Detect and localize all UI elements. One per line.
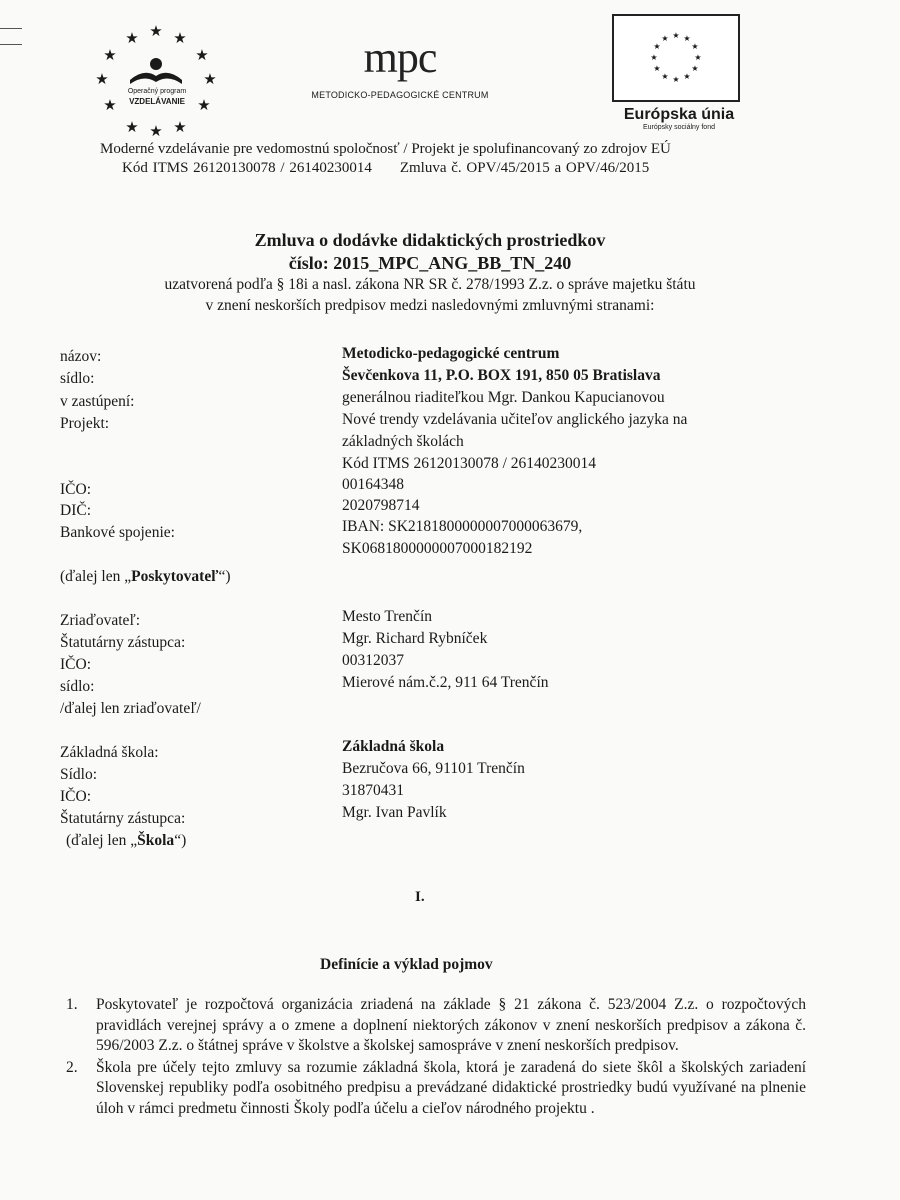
svg-text:★: ★ [650,53,658,62]
list-item [66,1058,806,1120]
section-title: Definície a výklad pojmov [320,956,493,973]
op-logo-graphic [92,18,222,138]
eu-flag-icon [612,14,740,102]
svg-text:★: ★ [672,31,680,40]
school-ico-label: IČO: [60,788,91,805]
eu-logo [612,14,746,134]
op-vzdelavanie-logo [92,18,222,138]
provider-represented-label: v zastúpení: [60,393,135,410]
contract-intro-line-1: uzatvorená podľa § 18i a nasl. zákona NR SR č. 278/1993 Z.z. o správe majetku štátu [164,276,696,293]
contract-title: Zmluva o dodávke didaktických prostriedkov [254,230,606,250]
provider-iban-1: IBAN: SK2181800000007000063679, [342,518,583,535]
funding-info [100,140,780,178]
svg-text:★: ★ [149,122,163,138]
founder-statutory-label: Štatutárny zástupca: [60,634,186,651]
school-ico: 31870431 [342,782,404,799]
svg-text:★: ★ [661,34,669,43]
contract-intro-line-2: v znení neskorších predpisov medzi nasledovnými zmluvnými stranami: [205,297,655,314]
provider-alias [60,568,231,586]
svg-text:★: ★ [653,42,661,51]
svg-text:★: ★ [195,46,209,64]
list-item-number: 2. [66,1058,78,1076]
op-logo-line1: Operačný program [127,88,187,95]
founder-seat-label: sídlo: [60,678,95,695]
funding-line-1: Moderné vzdelávanie pre vedomostnú spoločnosť / Projekt je spolufinancovaný zo zdrojov EÚ [100,141,671,157]
mpc-logo-word: mpc [363,33,437,82]
list-item-number: 1. [66,996,78,1013]
provider-ico-label: IČO: [60,481,91,498]
founder-ico: 00312037 [342,652,404,669]
eu-logo-subtitle: Európsky sociálny fond [643,124,715,131]
founder-label: Zriaďovateľ: [60,612,141,629]
svg-text:★: ★ [694,53,702,62]
provider-project-line-1: Nové trendy vzdelávania učiteľov anglického jazyka na [342,411,688,428]
founder-alias: /ďalej len zriaďovateľ/ [60,700,201,717]
svg-text:★: ★ [672,75,680,84]
provider-iban-2: SK0681800000007000182192 [342,540,533,557]
provider-dic-label: DIČ: [60,502,91,519]
definitions-list [66,995,806,1120]
provider-alias-prefix: (ďalej len „ [60,568,132,585]
school-seat-label: Sídlo: [60,766,98,783]
school-alias-suffix: “) [174,832,187,849]
list-item-text: Poskytovateľ je rozpočtová organizácia zriadená na základe § 21 zákona č. 523/2004 Z.z. o rozpočtových pravidlách verejnej správy a o zmene a doplnení niektorých zákonov v znení neskorších predpisov a zákona č. 596/2003 Z.z. o štátnej správe v školstve a školskej samospráve v znení neskorších predpisov. [96,996,806,1054]
founder-seat: Mierové nám.č.2, 911 64 Trenčín [342,674,549,691]
provider-seat: Ševčenkova 11, P.O. BOX 191, 850 05 Bratislava [342,367,661,384]
svg-text:★: ★ [203,70,217,88]
provider-project-label: Projekt: [60,415,110,432]
svg-text:★: ★ [149,22,163,40]
eu-logo-title: Európska únia [623,106,735,123]
section-number: I. [415,889,425,905]
funding-contract-numbers: Zmluva č. OPV/45/2015 a OPV/46/2015 [399,160,650,176]
provider-ico: 00164348 [342,476,404,493]
funding-itms-code: Kód ITMS 26120130078 / 26140230014 [122,160,372,176]
list-item-text: Škola pre účely tejto zmluvy sa rozumie základná škola, ktorá je zaradená do siete škôl a školských zariadení Slovenskej republiky podľa osobitného predpisu a prevádzané didaktické prostriedky budú využívané na plnenie úloh v rámci predmetu činnosti Školy podľa účelu a cieľov národného projektu . [96,1058,806,1117]
provider-dic: 2020798714 [342,497,420,514]
funding-line-2 [100,159,780,178]
provider-alias-name: Poskytovateľ [131,568,219,585]
school-alias-name: Škola [137,832,175,849]
svg-text:★: ★ [173,118,187,136]
founder-statutory: Mgr. Richard Rybníček [342,630,488,647]
svg-text:★: ★ [683,72,691,81]
mpc-logo [305,33,495,108]
svg-text:★: ★ [103,46,117,64]
svg-text:★: ★ [125,29,139,47]
provider-represented: generálnou riaditeľkou Mgr. Dankou Kapucianovou [342,389,665,406]
provider-project-itms: Kód ITMS 26120130078 / 26140230014 [342,455,597,472]
mpc-logo-subtitle: METODICKO-PEDAGOGICKÉ CENTRUM [311,90,489,100]
svg-text:★: ★ [173,29,187,47]
provider-alias-suffix: “) [218,568,231,585]
svg-text:★: ★ [683,34,691,43]
school-alias-prefix: (ďalej len „ [66,832,138,849]
provider-seat-label: sídlo: [60,370,95,387]
school-name: Základná škola [342,738,445,755]
scan-mark [0,28,22,29]
founder-name: Mesto Trenčín [342,608,432,625]
provider-bank-label: Bankové spojenie: [60,524,175,541]
provider-name: Metodicko-pedagogické centrum [342,345,560,362]
svg-text:★: ★ [691,42,699,51]
school-label: Základná škola: [60,744,159,761]
school-seat: Bezručova 66, 91101 Trenčín [342,760,525,777]
list-item [66,995,806,1057]
scan-mark [0,44,22,45]
op-logo-line2: VZDELÁVANIE [129,97,185,106]
svg-text:★: ★ [95,70,109,88]
svg-text:★: ★ [197,96,211,114]
provider-name-label: názov: [60,348,102,365]
founder-ico-label: IČO: [60,656,91,673]
contract-number: číslo: 2015_MPC_ANG_BB_TN_240 [288,253,572,273]
svg-text:★: ★ [653,64,661,73]
svg-text:★: ★ [691,64,699,73]
school-statutory-label: Štatutárny zástupca: [60,810,186,827]
school-alias [66,832,186,850]
svg-text:★: ★ [661,72,669,81]
provider-project-line-2: základných školách [342,433,464,450]
svg-text:★: ★ [125,118,139,136]
school-statutory: Mgr. Ivan Pavlík [342,804,447,821]
svg-text:★: ★ [103,96,117,114]
eu-stars-graphic [614,16,738,100]
